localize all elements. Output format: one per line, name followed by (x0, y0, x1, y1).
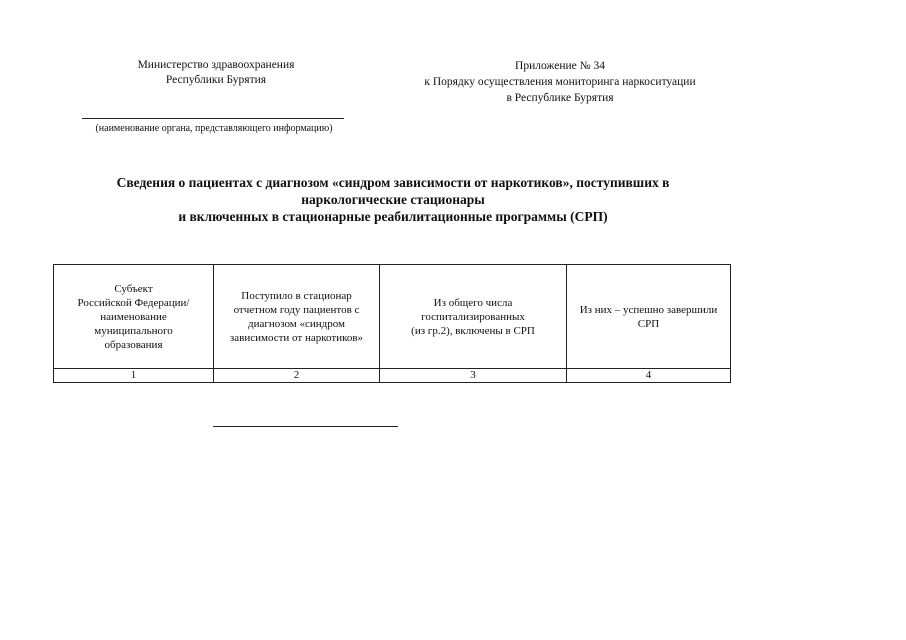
organization-line-1: Министерство здравоохранения (137, 59, 295, 71)
column-number: 2 (214, 369, 380, 383)
column-number: 1 (54, 369, 214, 383)
signature-line (213, 426, 398, 427)
title-line-2: наркологические стационары (301, 192, 485, 207)
appendix-line-1: Приложение № 34 (515, 60, 605, 72)
column-header-completed-srp: Из них – успешно завершили СРП (567, 265, 731, 369)
report-table (53, 264, 731, 383)
column-header-subject: Субъект Российской Федерации/ наименование муниципального образования (54, 265, 214, 369)
appendix-line-3: в Республике Бурятия (506, 92, 614, 104)
organization-caption: (наименование органа, представляющего информацию) (95, 123, 333, 134)
table-header-row (54, 265, 731, 369)
column-header-included-srp: Из общего числа госпитализированных (из гр.2), включены в СРП (380, 265, 567, 369)
column-number-row (54, 369, 731, 383)
column-number: 4 (567, 369, 731, 383)
organization-name (96, 58, 336, 88)
title-line-3: и включенных в стационарные реабилитационные программы (СРП) (178, 209, 608, 224)
document-title (55, 174, 731, 225)
column-number: 3 (380, 369, 567, 383)
organization-line-2: Республики Бурятия (165, 74, 267, 86)
appendix-line-2: к Порядку осуществления мониторинга наркоситуации (424, 76, 696, 88)
title-line-1: Сведения о пациентах с диагнозом «синдром зависимости от наркотиков», поступивших в (116, 175, 670, 190)
column-header-admitted: Поступило в стационар отчетном году пациентов с диагнозом «синдром зависимости от наркотиков» (214, 265, 380, 369)
appendix-reference (395, 58, 725, 106)
organization-underline (82, 118, 344, 119)
